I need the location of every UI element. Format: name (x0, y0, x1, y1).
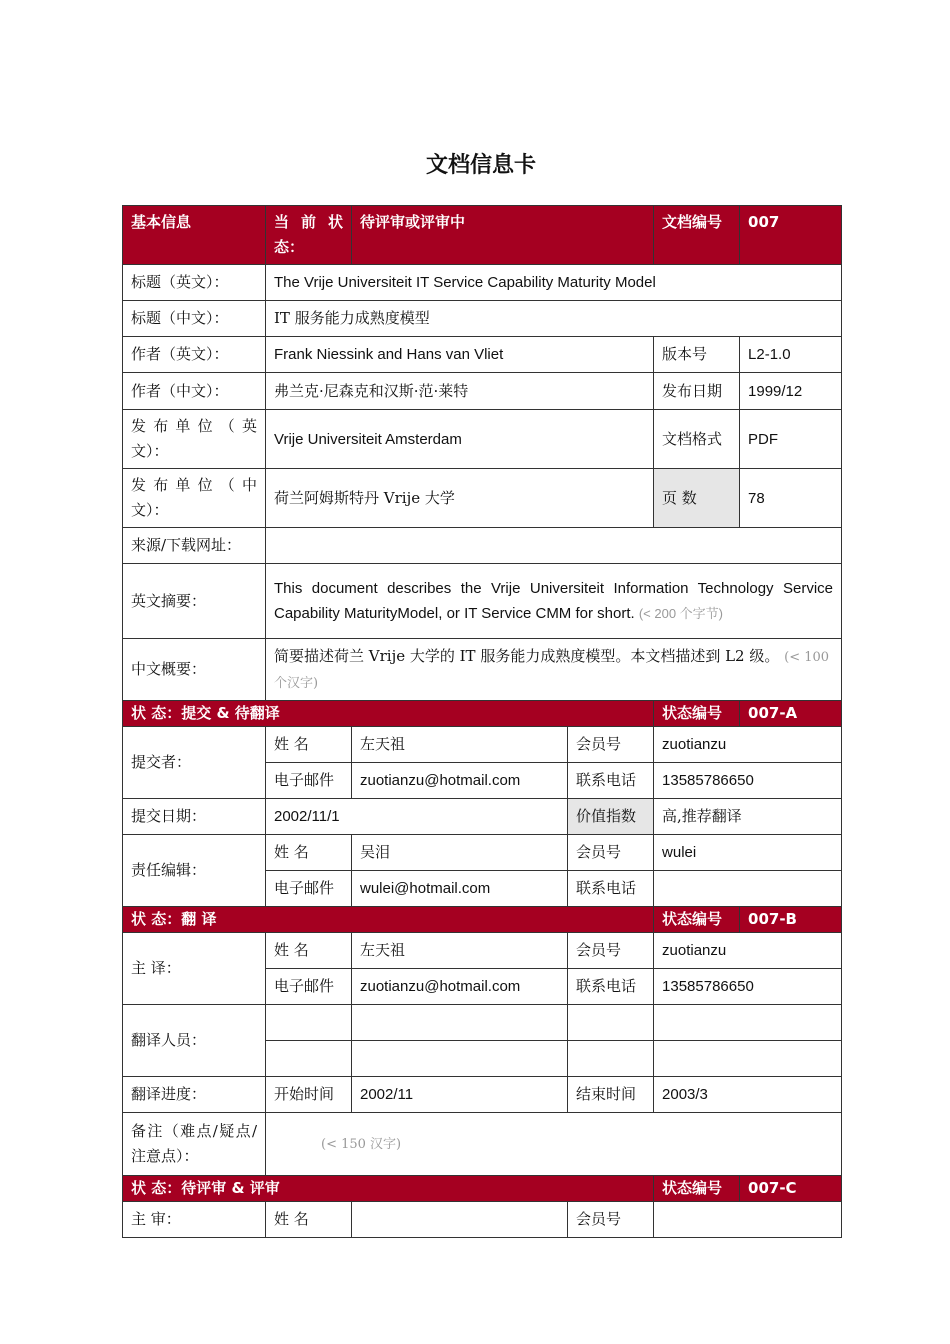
translator-label: 主 译： (123, 933, 266, 1005)
author-cn-label: 作者（中文）： (123, 373, 266, 410)
abstract-cn-row (123, 639, 842, 701)
abstract-en-hint: (< 200 个字节) (638, 606, 724, 621)
notes-row (123, 1113, 842, 1176)
publisher-cn-value: 荷兰阿姆斯特丹 Vrije 大学 (266, 469, 654, 528)
progress-row (123, 1077, 842, 1113)
source-value (266, 528, 842, 564)
translator-member-value: zuotianzu (654, 933, 842, 969)
translator-row-1 (123, 933, 842, 969)
end-value: 2003/3 (654, 1077, 842, 1113)
translator-name-label: 姓 名 (266, 933, 352, 969)
staff-cell (352, 1041, 568, 1077)
header-row (123, 206, 842, 265)
pub-date-value: 1999/12 (740, 373, 842, 410)
status-c-header-row (123, 1176, 842, 1202)
abstract-en-row (123, 564, 842, 639)
staff-label: 翻译人员： (123, 1005, 266, 1077)
status-a-label: 状 态：提交 & 待翻译 (123, 701, 654, 727)
publisher-cn-row (123, 469, 842, 528)
reviewer-label: 主 审： (123, 1202, 266, 1238)
title-cn-label: 标题（中文）： (123, 301, 266, 337)
version-label: 版本号 (654, 337, 740, 373)
abstract-en-cell (266, 564, 842, 639)
abstract-en-value: This document describes the Vrije Universiteit Information Technology Service Capability MaturityModel, or IT Service CMM for short. (274, 580, 834, 622)
submitter-phone-value: 13585786650 (654, 763, 842, 799)
notes-hint: (< 150 汉字) (321, 1137, 402, 1152)
notes-cell (266, 1113, 842, 1176)
staff-cell (568, 1041, 654, 1077)
submitter-email-value: zuotianzu@hotmail.com (352, 763, 568, 799)
notes-label: 备注（难点/疑点/注意点）： (123, 1113, 266, 1176)
editor-email-value: wulei@hotmail.com (352, 871, 568, 907)
status-b-code-value: 007-B (740, 907, 842, 933)
abstract-cn-value: 简要描述荷兰 Vrije 大学的 IT 服务能力成熟度模型。本文档描述到 L2 级。 (274, 646, 780, 665)
progress-label: 翻译进度： (123, 1077, 266, 1113)
translator-phone-value: 13585786650 (654, 969, 842, 1005)
submitter-label: 提交者： (123, 727, 266, 799)
submitter-row-1 (123, 727, 842, 763)
submit-date-row (123, 799, 842, 835)
title-cn-row (123, 301, 842, 337)
format-label: 文档格式 (654, 410, 740, 469)
staff-cell (654, 1041, 842, 1077)
publisher-en-value: Vrije Universiteit Amsterdam (266, 410, 654, 469)
submitter-member-label: 会员号 (568, 727, 654, 763)
author-cn-row (123, 373, 842, 410)
current-status-value: 待评审或评审中 (352, 206, 654, 265)
staff-cell (352, 1005, 568, 1041)
value-index-value: 高,推荐翻译 (654, 799, 842, 835)
submitter-email-label: 电子邮件 (266, 763, 352, 799)
submit-date-label: 提交日期： (123, 799, 266, 835)
pages-label: 页 数 (654, 469, 740, 528)
staff-cell (266, 1041, 352, 1077)
staff-cell (266, 1005, 352, 1041)
status-b-label: 状 态：翻 译 (123, 907, 654, 933)
submitter-member-value: zuotianzu (654, 727, 842, 763)
basic-info-header: 基本信息 (123, 206, 266, 265)
status-a-code-value: 007-A (740, 701, 842, 727)
editor-phone-label: 联系电话 (568, 871, 654, 907)
publisher-en-row (123, 410, 842, 469)
author-en-value: Frank Niessink and Hans van Vliet (266, 337, 654, 373)
abstract-cn-cell (266, 639, 842, 701)
status-b-code-label: 状态编号 (654, 907, 740, 933)
translator-phone-label: 联系电话 (568, 969, 654, 1005)
translator-email-value: zuotianzu@hotmail.com (352, 969, 568, 1005)
doc-no-label: 文档编号 (654, 206, 740, 265)
editor-row-1 (123, 835, 842, 871)
status-a-header-row (123, 701, 842, 727)
reviewer-member-value (654, 1202, 842, 1238)
staff-cell (568, 1005, 654, 1041)
start-value: 2002/11 (352, 1077, 568, 1113)
start-label: 开始时间 (266, 1077, 352, 1113)
reviewer-name-label: 姓 名 (266, 1202, 352, 1238)
abstract-cn-label: 中文概要： (123, 639, 266, 701)
document-info-table (122, 205, 842, 1238)
source-label: 来源/下载网址： (123, 528, 266, 564)
editor-phone-value (654, 871, 842, 907)
editor-name-value: 吴泪 (352, 835, 568, 871)
author-en-row (123, 337, 842, 373)
title-cn-value: IT 服务能力成熟度模型 (266, 301, 842, 337)
editor-name-label: 姓 名 (266, 835, 352, 871)
reviewer-row (123, 1202, 842, 1238)
status-a-code-label: 状态编号 (654, 701, 740, 727)
status-b-header-row (123, 907, 842, 933)
doc-no-value: 007 (740, 206, 842, 265)
end-label: 结束时间 (568, 1077, 654, 1113)
pages-value: 78 (740, 469, 842, 528)
submitter-phone-label: 联系电话 (568, 763, 654, 799)
translator-email-label: 电子邮件 (266, 969, 352, 1005)
publisher-en-label: 发 布 单 位 （ 英 文）： (123, 410, 266, 469)
value-index-label: 价值指数 (568, 799, 654, 835)
submitter-name-label: 姓 名 (266, 727, 352, 763)
reviewer-name-value (352, 1202, 568, 1238)
document-title: 文档信息卡 (425, 153, 536, 178)
abstract-cn-hint: (< 100 个汉字) (274, 649, 830, 691)
translator-member-label: 会员号 (568, 933, 654, 969)
submitter-name-value: 左天祖 (352, 727, 568, 763)
format-value: PDF (740, 410, 842, 469)
current-status-label: 当 前 状 态： (266, 206, 352, 265)
title-en-label: 标题（英文）： (123, 265, 266, 301)
status-c-label: 状 态：待评审 & 评审 (123, 1176, 654, 1202)
abstract-en-label: 英文摘要： (123, 564, 266, 639)
author-cn-value: 弗兰克·尼森克和汉斯·范·莱特 (266, 373, 654, 410)
reviewer-member-label: 会员号 (568, 1202, 654, 1238)
source-row (123, 528, 842, 564)
status-c-code-label: 状态编号 (654, 1176, 740, 1202)
editor-email-label: 电子邮件 (266, 871, 352, 907)
author-en-label: 作者（英文）： (123, 337, 266, 373)
staff-cell (654, 1005, 842, 1041)
staff-row-1 (123, 1005, 842, 1041)
editor-label: 责任编辑： (123, 835, 266, 907)
title-en-value: The Vrije Universiteit IT Service Capability Maturity Model (266, 265, 842, 301)
version-value: L2-1.0 (740, 337, 842, 373)
editor-member-value: wulei (654, 835, 842, 871)
publisher-cn-label: 发 布 单 位 （ 中 文）： (123, 469, 266, 528)
title-en-row (123, 265, 842, 301)
submit-date-value: 2002/11/1 (266, 799, 568, 835)
editor-member-label: 会员号 (568, 835, 654, 871)
status-c-code-value: 007-C (740, 1176, 842, 1202)
translator-name-value: 左天祖 (352, 933, 568, 969)
pub-date-label: 发布日期 (654, 373, 740, 410)
